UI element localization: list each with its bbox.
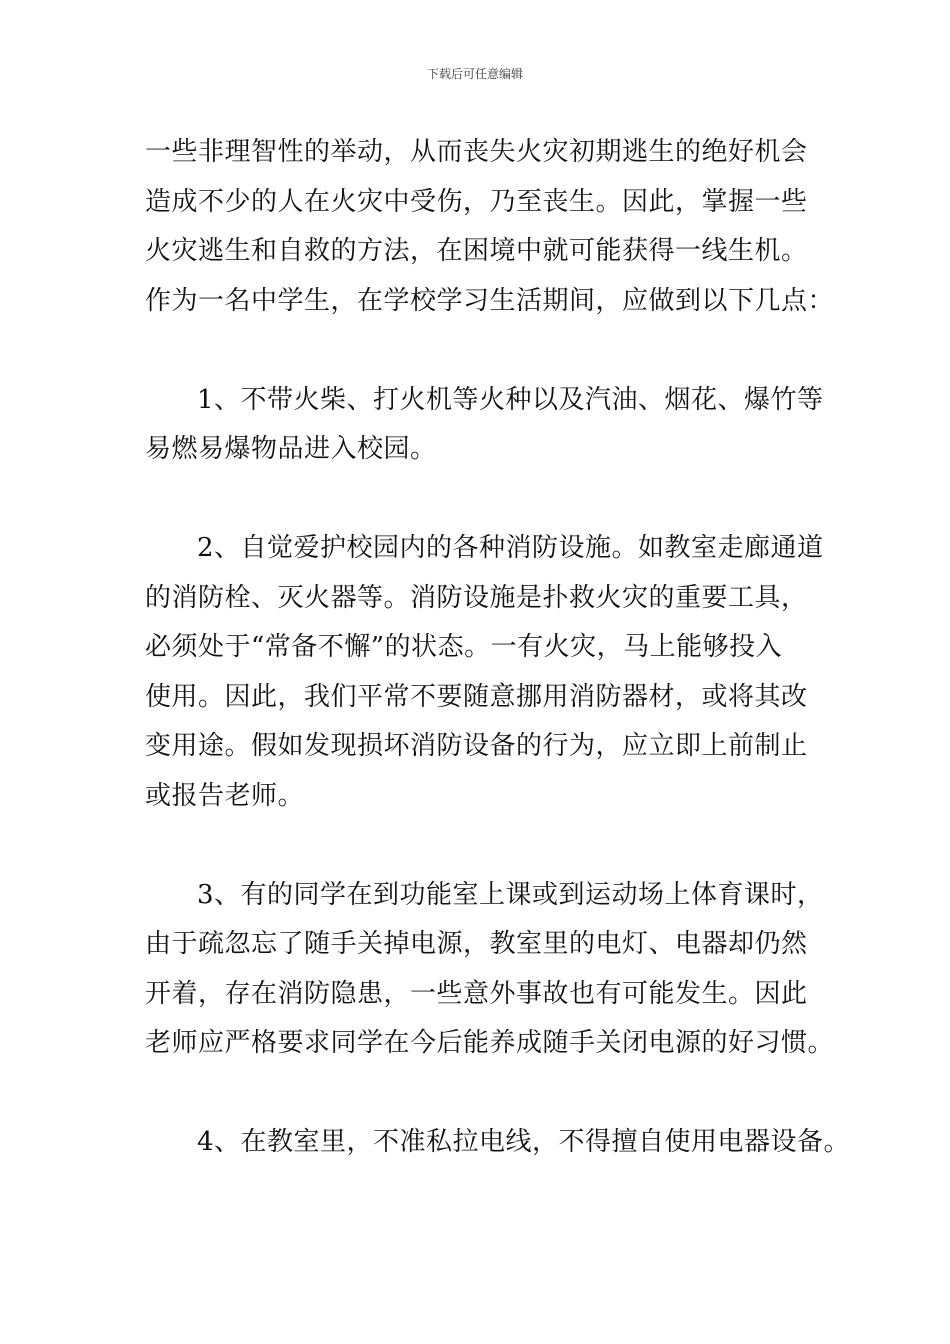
point-1-paragraph [145, 376, 825, 475]
text-line: 作为一名中学生，在学校学习生活期间，应做到以下几点： [145, 285, 835, 316]
document-body [145, 128, 851, 1168]
point-4-paragraph [145, 1118, 851, 1168]
text-line: 一些非理智性的举动，从而丧失火灾初期逃生的绝好机会 [145, 137, 808, 167]
text-line: 由于疏忽忘了随手关掉电源，教室里的电灯、电器却仍然 [145, 929, 808, 959]
text-line: 使用。因此，我们平常不要随意挪用消防器材，或将其改 [145, 681, 808, 712]
paragraph-gap [145, 1069, 825, 1119]
text-line: 造成不少的人在火灾中受伤，乃至丧生。因此，掌握一些 [145, 186, 808, 217]
text-line: 或报告老师。 [145, 780, 305, 811]
text-line: 变用途。假如发现损坏消防设备的行为，应立即上前制止 [145, 731, 808, 761]
text-line: 易燃易爆物品进入校园。 [145, 434, 437, 464]
point-2-paragraph [145, 524, 825, 821]
page-header: 下载后可任意编辑 [426, 67, 523, 81]
point-3-paragraph [145, 871, 835, 1069]
paragraph-gap [145, 326, 825, 376]
text-line: 2、自觉爱护校园内的各种消防设施。如教室走廊通道 [197, 533, 824, 563]
text-line: 1、不带火柴、打火机等火种以及汽油、烟花、爆竹等 [197, 384, 824, 415]
text-line: 3、有的同学在到功能室上课或到运动场上体育课时， [197, 879, 824, 910]
intro-paragraph [145, 128, 835, 326]
text-line: 老师应严格要求同学在今后能养成随手关闭电源的好习惯。 [145, 1028, 835, 1058]
text-line: 的消防栓、灭火器等。消防设施是扑救火灾的重要工具， [145, 582, 808, 613]
paragraph-gap [145, 821, 825, 871]
text-line: 开着，存在消防隐患，一些意外事故也有可能发生。因此 [145, 978, 808, 1009]
text-line: 必须处于“常备不懈”的状态。一有火灾，马上能够投入 [145, 632, 783, 662]
text-line: 4、在教室里，不准私拉电线，不得擅自使用电器设备。 [197, 1127, 851, 1157]
text-line: 火灾逃生和自救的方法，在困境中就可能获得一线生机。 [145, 236, 808, 266]
paragraph-gap [145, 475, 825, 525]
